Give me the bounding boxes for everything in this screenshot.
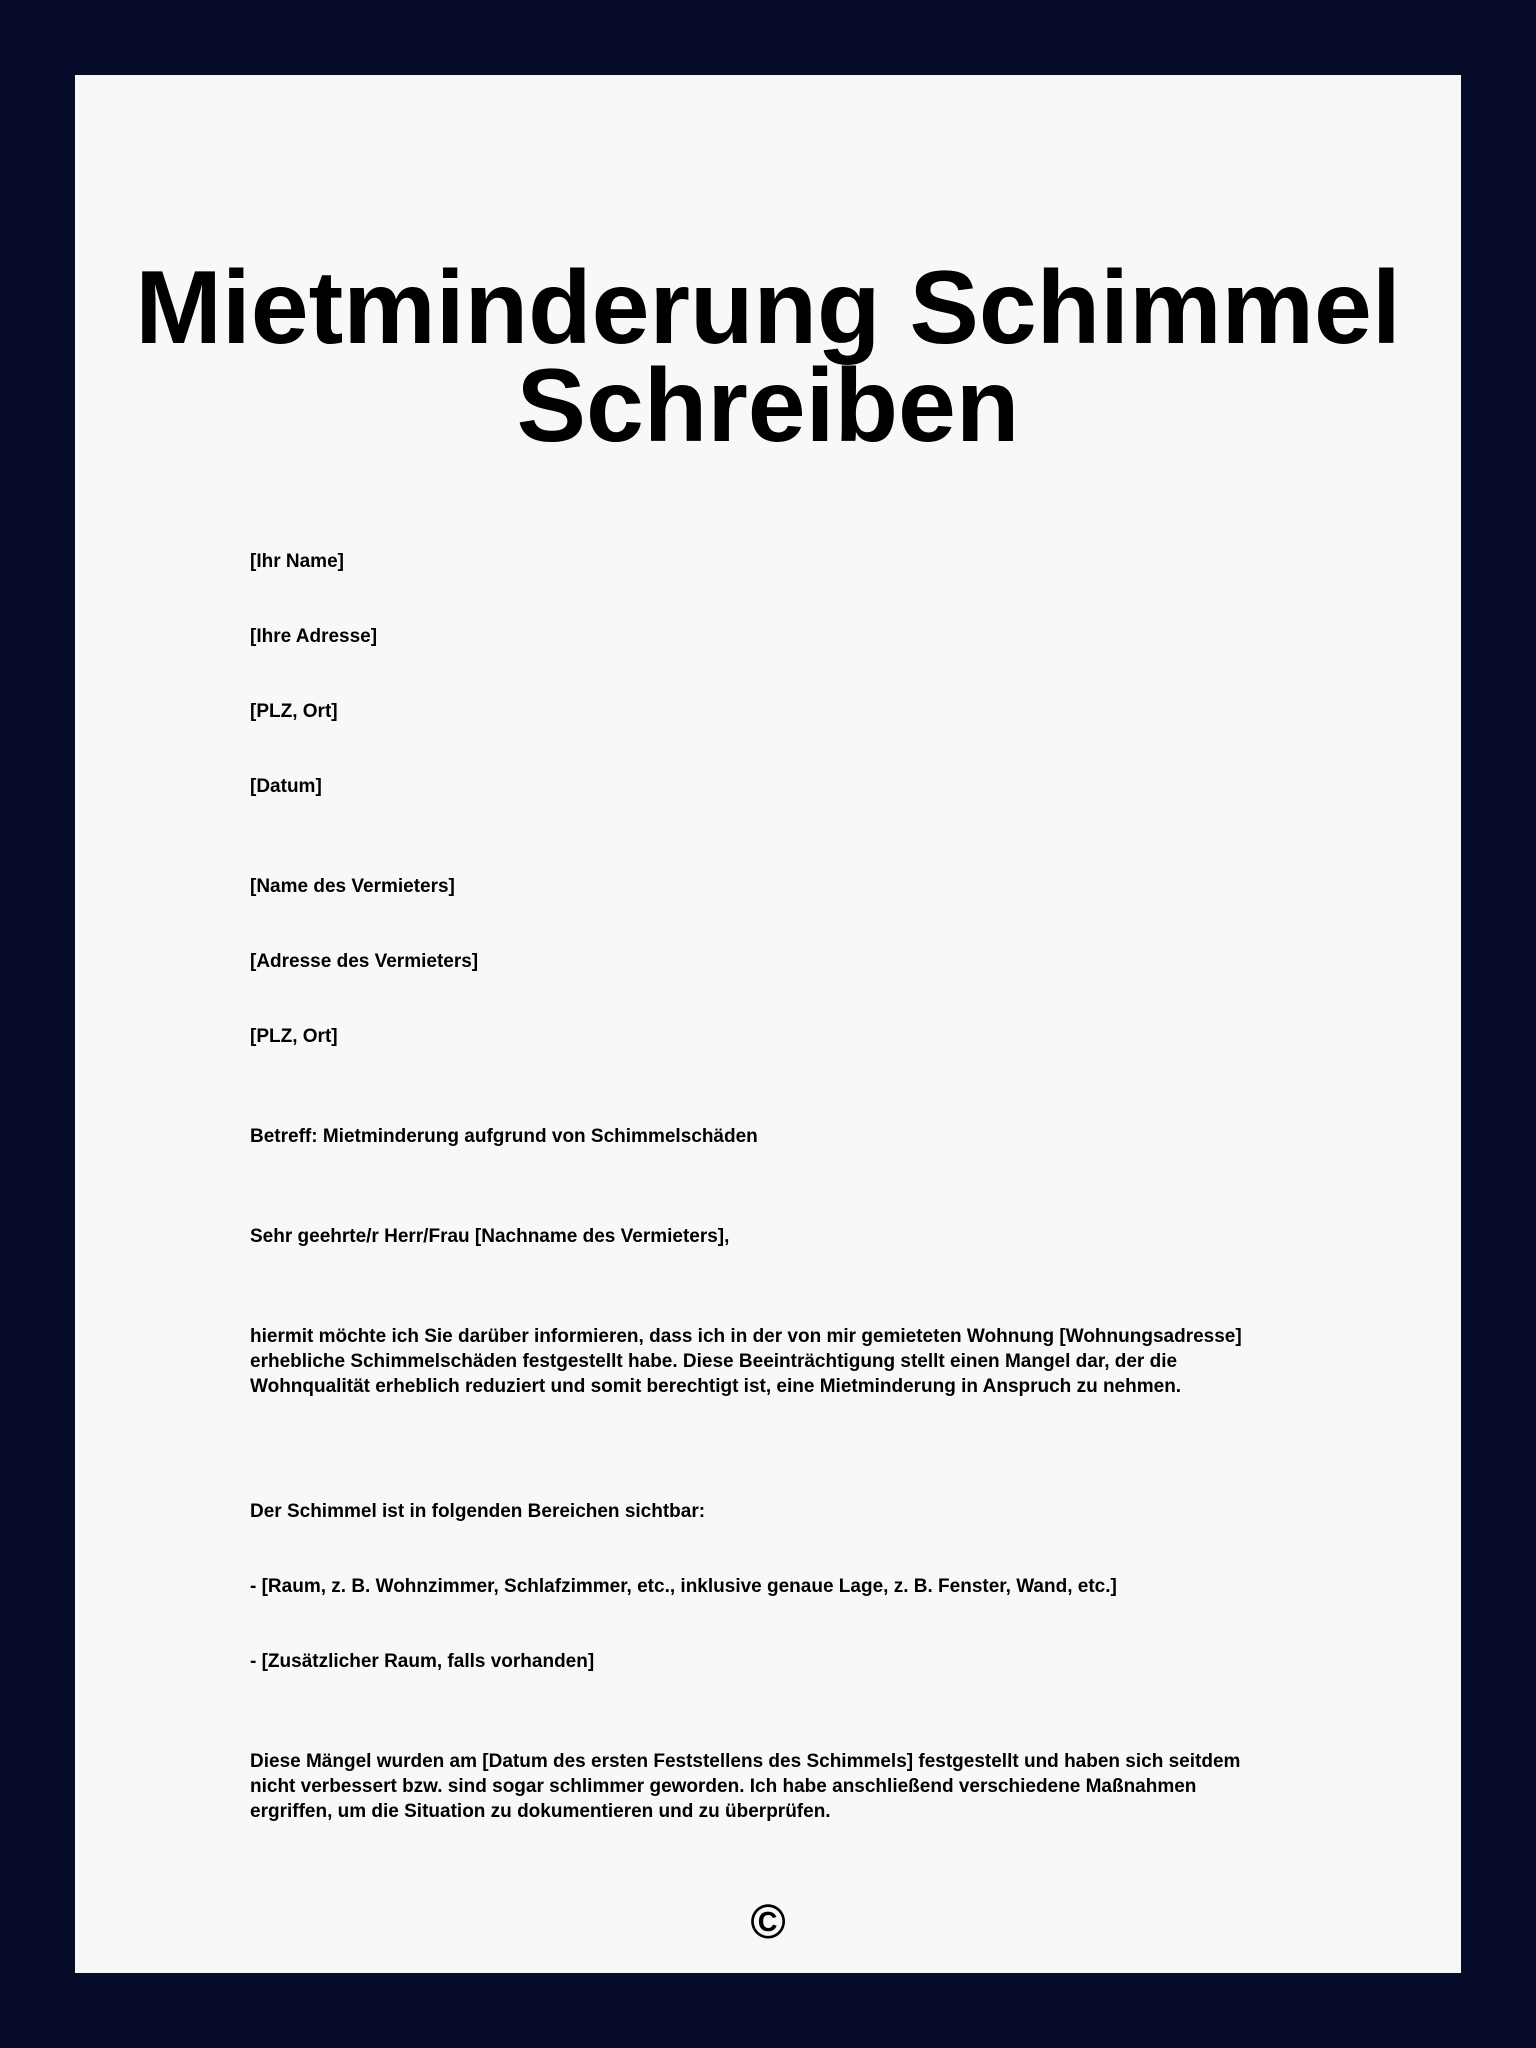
sender-city: [PLZ, Ort]	[250, 701, 338, 722]
paragraph-intro: hiermit möchte ich Sie darüber informieren, dass ich in der von mir gemieteten Wohnung [Wohnungsadresse] erhebliche Schimmelschäden festgestellt habe. Diese Beeinträchtigung stellt einen Mangel dar, der die Wohnqualität erheblich reduziert und somit berechtigt ist, eine Mietminderung in Anspruch zu nehmen.	[250, 1326, 1242, 1397]
landlord-name: [Name des Vermieters]	[250, 876, 455, 897]
title-line-1: Mietminderung Schimmel	[135, 250, 1401, 366]
letter-date: [Datum]	[250, 776, 322, 797]
area-item: - [Raum, z. B. Wohnzimmer, Schlafzimmer, etc., inklusive genaue Lage, z. B. Fenster, Wand, etc.]	[250, 1576, 1117, 1597]
landlord-address: [Adresse des Vermieters]	[250, 951, 479, 972]
areas-intro: Der Schimmel ist in folgenden Bereichen sichtbar:	[250, 1501, 706, 1522]
salutation: Sehr geehrte/r Herr/Frau [Nachname des Vermieters],	[250, 1226, 730, 1247]
subject-line: Betreff: Mietminderung aufgrund von Schimmelschäden	[250, 1126, 758, 1147]
sender-address: [Ihre Adresse]	[250, 626, 378, 647]
document-page	[75, 75, 1461, 1973]
landlord-city: [PLZ, Ort]	[250, 1026, 338, 1047]
area-item: - [Zusätzlicher Raum, falls vorhanden]	[250, 1651, 595, 1672]
sender-name: [Ihr Name]	[250, 551, 344, 572]
copyright-icon: ©	[750, 1896, 786, 1949]
paragraph-findings: Diese Mängel wurden am [Datum des ersten Feststellens des Schimmels] festgestellt und haben sich seitdem nicht verbessert bzw. sind sogar schlimmer geworden. Ich habe anschließend verschiedene Maßnahmen ergriffen, um die Situation zu dokumentieren und zu überprüfen.	[250, 1751, 1241, 1822]
title-line-2: Schreiben	[516, 348, 1020, 464]
